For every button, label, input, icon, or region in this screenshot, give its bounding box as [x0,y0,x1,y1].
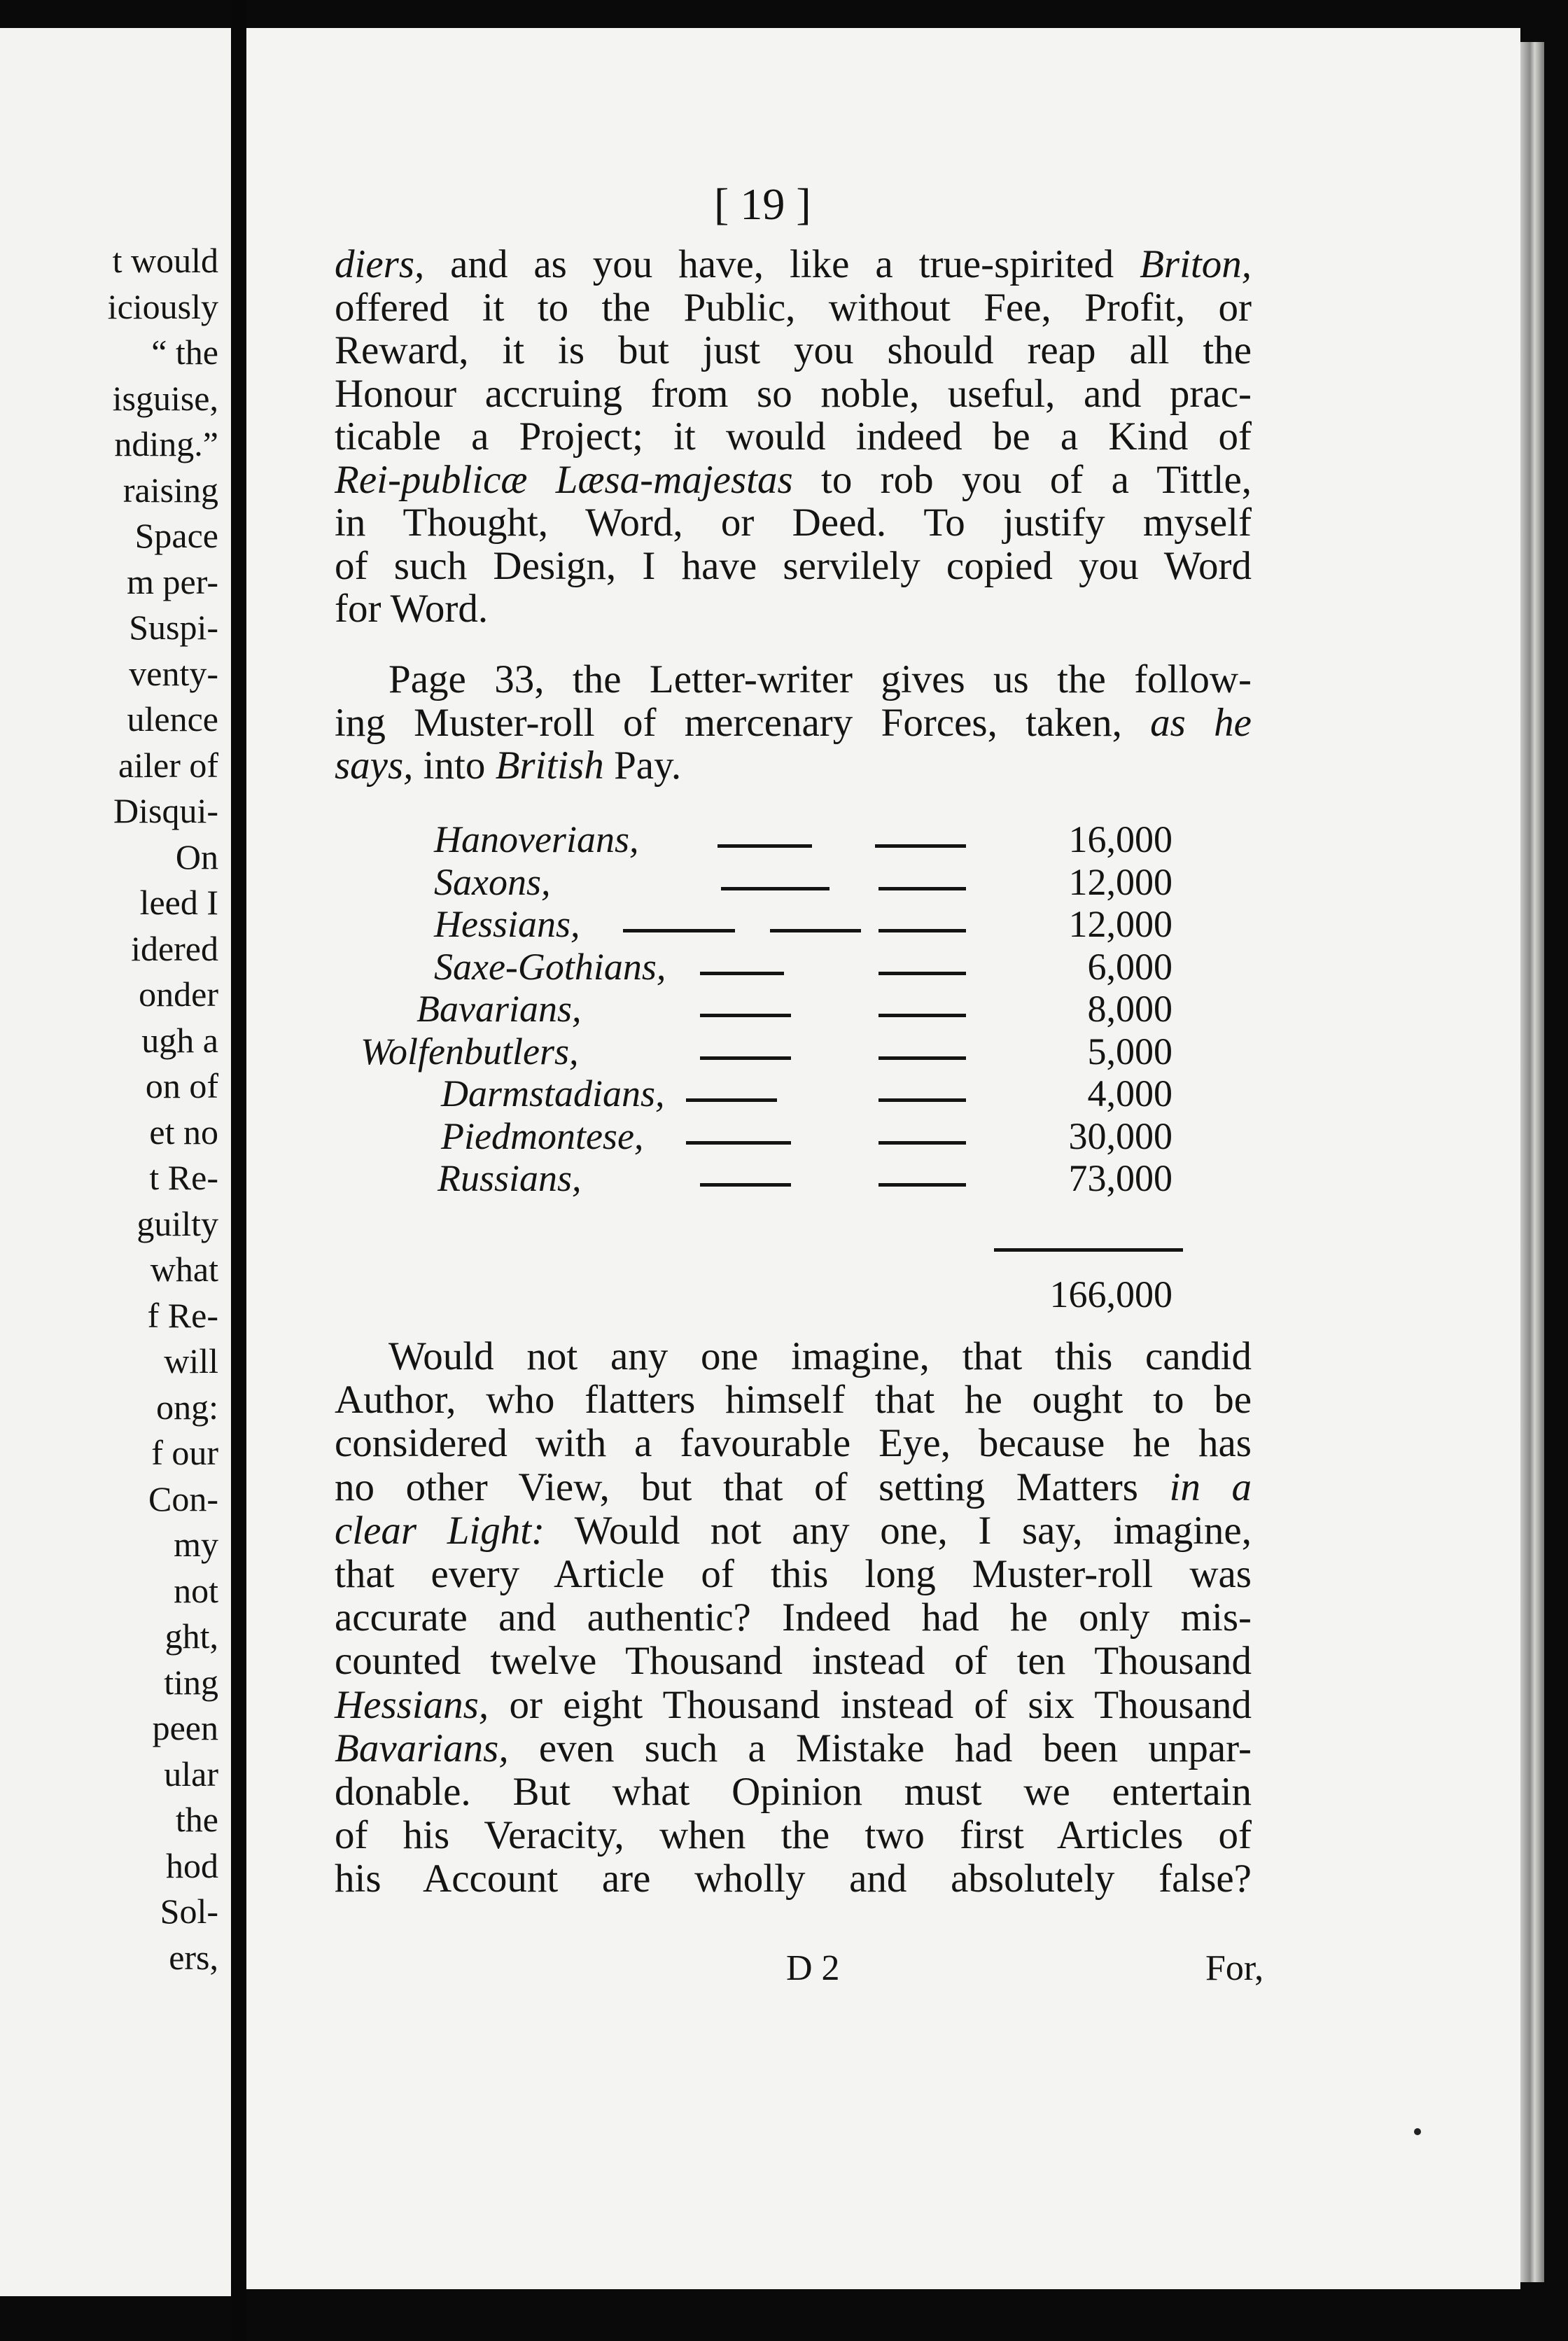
text-run: Pay. [603,743,682,788]
page-number: [ 19 ] [714,179,811,229]
text-run: British [495,743,604,788]
paragraph3-line [335,1377,1252,1423]
facing-page-line: iciously [107,286,218,326]
muster-roll-name: Darmstadians, [441,1072,665,1114]
facing-page-line: f our [151,1433,218,1472]
text-run: Hessians, [335,1682,489,1727]
facing-page-line: Disqui- [113,791,218,830]
text-run: his Account are wholly and absolutely false? [335,1857,1252,1901]
text-run: offered it to the Public, without Fee, Profit, or [335,285,1252,330]
text-run: and as you have, like a true-spirited [424,242,1140,286]
page-edge [1520,42,1544,2282]
gutter [231,0,246,2341]
paragraph1-line [335,328,1252,373]
text-run: no other View, but that of setting Matters [335,1465,1170,1509]
paragraph1-line [335,371,1252,417]
facing-page-line: venty- [129,653,218,693]
muster-total: 166,000 [1049,1273,1172,1315]
text-run: diers, [335,242,425,286]
leader-dash [878,929,966,932]
facing-page-line: ailer of [118,745,218,785]
paragraph1-line [335,543,1252,589]
leader-dash [878,1014,966,1017]
muster-roll-name: Hessians, [434,903,580,945]
leader-dash [721,887,830,890]
text-run: Honour accruing from so noble, useful, and prac- [335,371,1252,416]
leader-dash [878,1183,966,1187]
facing-page-line: Sol- [160,1892,218,1931]
facing-page-line: isguise, [112,378,218,418]
paragraph2-line [335,700,1252,746]
muster-roll-number: 5,000 [1087,1030,1172,1072]
muster-roll-number: 6,000 [1087,945,1172,988]
facing-page-line: ugh a [141,1020,218,1060]
muster-roll-number: 12,000 [1068,903,1172,945]
paragraph1-line [335,242,1252,287]
muster-roll-name: Saxe-Gothians, [434,945,666,988]
leader-dash [700,972,784,975]
muster-roll-name: Saxons, [434,860,551,903]
text-run: Author, who flatters himself that he ought to be [335,1378,1252,1423]
paragraph1-line [335,414,1252,459]
leader-dash [770,929,861,932]
text-run: donable. But what Opinion must we entertain [335,1770,1252,1814]
facing-page-line: Space [134,516,218,555]
paragraph3-line [335,1856,1252,1901]
facing-page-line: peen [152,1708,218,1747]
paragraph3-line [335,1465,1252,1510]
muster-roll-number: 4,000 [1087,1072,1172,1114]
muster-roll-name: Hanoverians, [434,818,639,860]
paragraph3-line [335,1420,1252,1466]
facing-page-line: m per- [127,561,218,601]
text-run: in Thought, Word, or Deed. To justify myself [335,501,1252,545]
text-run: to rob you of a Tittle, [792,457,1252,502]
leader-dash [878,1056,966,1060]
facing-page-line: will [164,1341,218,1381]
facing-page-text [0,238,218,1980]
paragraph1-line [335,586,1252,631]
facing-page-line: On [175,837,218,876]
muster-roll-number: 12,000 [1068,860,1172,903]
leader-dash [686,1098,777,1102]
facing-page-line: what [150,1250,218,1289]
leader-dash [878,972,966,975]
paragraph1-line [335,500,1252,545]
paragraph3-line [335,1769,1252,1815]
text-run: Bavarians, [335,1726,509,1770]
text-run: accurate and authentic? Indeed had he only mis- [335,1595,1252,1640]
text-run: of his Veracity, when the two first Articles of [335,1813,1252,1858]
leader-dash [878,1098,966,1102]
facing-page-line: raising [122,470,218,510]
facing-page-line: my [174,1525,218,1564]
muster-roll-name: Bavarians, [416,988,582,1030]
paragraph2-line [335,743,1252,788]
muster-roll-number: 73,000 [1068,1157,1172,1199]
leader-dash [878,887,966,890]
facing-page-line: f Re- [147,1295,218,1335]
facing-page-line: leed I [139,883,218,922]
paragraph3-line [335,1595,1252,1640]
leader-dash [700,1014,791,1017]
facing-page-line: nding.” [114,424,218,463]
text-run: Would not any one imagine, that this candid [388,1334,1252,1378]
facing-page-line: not [174,1570,218,1610]
paragraph3-line [335,1682,1252,1728]
facing-page-line: ght, [164,1616,218,1656]
ink-speck [1414,2128,1421,2135]
text-run: considered with a favourable Eye, because he has [335,1421,1252,1466]
paragraph2-line [388,657,1252,702]
paragraph3-line [335,1638,1252,1684]
paragraph3-line [335,1726,1252,1771]
text-run: Rei-publicæ Læsa-majestas [335,457,793,502]
paragraph3-line [335,1508,1252,1553]
text-run: Reward, it is but just you should reap all the [335,328,1252,372]
text-run: even such a Mistake had been unpar- [508,1726,1252,1770]
facing-page-line: ting [164,1662,218,1702]
paragraph1-line [335,457,1252,503]
text-run: in a [1169,1465,1252,1509]
leader-dash [700,1183,791,1187]
sum-rule [994,1248,1183,1252]
facing-page-line: ular [164,1754,218,1794]
facing-page-line: onder [139,974,218,1014]
facing-page-line: Con- [148,1479,218,1518]
facing-page-line: the [175,1800,218,1839]
text-run: as he [1150,700,1252,745]
facing-page-line: ers, [169,1937,218,1977]
facing-page-line: “ the [151,333,218,372]
text-run: Briton, [1140,242,1252,286]
paragraph3-line [388,1334,1252,1379]
leader-dash [875,844,966,848]
text-run: for Word. [335,587,489,631]
facing-page-line: Suspi- [129,608,218,647]
muster-roll-number: 8,000 [1087,988,1172,1030]
leader-dash [623,929,735,932]
facing-page-line: guilty [136,1203,218,1243]
leader-dash [878,1141,966,1145]
facing-page-line: et no [149,1112,218,1152]
leader-dash [718,844,812,848]
facing-page-line: on of [145,1066,218,1105]
facing-page-line: idered [131,928,218,968]
paragraph3-line [335,1812,1252,1858]
text-run: into [413,743,496,788]
text-run: that every Article of this long Muster-roll was [335,1552,1252,1596]
paragraph1-line [335,285,1252,330]
text-run: ticable a Project; it would indeed be a Kind of [335,414,1252,459]
facing-page-line: ong: [156,1387,218,1427]
facing-page [0,28,231,2296]
catchword: For, [1205,1948,1264,1988]
leader-dash [686,1141,791,1145]
muster-roll-name: Piedmontese, [441,1114,644,1157]
facing-page-line: t would [112,241,218,280]
paragraph3-line [335,1551,1252,1597]
text-run: clear Light: [335,1508,545,1553]
facing-page-line: t Re- [149,1158,218,1197]
text-run: says, [335,743,414,788]
text-run: Would not any one, I say, imagine, [545,1508,1252,1553]
signature-mark: D 2 [786,1948,840,1988]
text-run: ing Muster-roll of mercenary Forces, taken, [335,700,1151,745]
muster-roll-name: Wolfenbutlers, [360,1030,579,1072]
text-run: or eight Thousand instead of six Thousand [489,1682,1252,1727]
text-run: counted twelve Thousand instead of ten Thousand [335,1639,1252,1684]
facing-page-line: hod [166,1845,218,1885]
facing-page-line: ulence [127,699,218,739]
muster-roll-number: 30,000 [1068,1114,1172,1157]
text-run: of such Design, I have servilely copied you Word [335,543,1252,588]
muster-roll-name: Russians, [438,1157,582,1199]
muster-roll-number: 16,000 [1068,818,1172,860]
leader-dash [700,1056,791,1060]
text-run: Page 33, the Letter-writer gives us the follow- [388,657,1252,701]
